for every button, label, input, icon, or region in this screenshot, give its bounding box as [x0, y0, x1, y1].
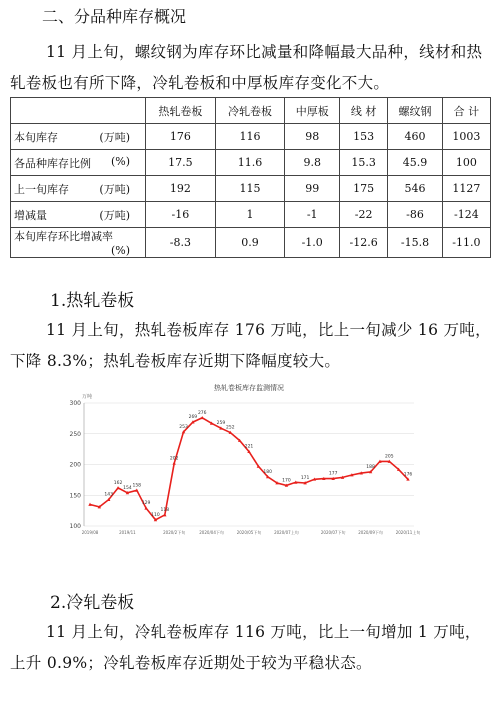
table-cell: 115	[215, 176, 285, 202]
data-label: 158	[132, 483, 142, 489]
chart-title: 热轧卷板库存监测情况	[214, 384, 284, 392]
table-cell: 192	[146, 176, 216, 202]
table-cell: 45.9	[388, 150, 443, 176]
data-label: 205	[384, 454, 394, 460]
x-tick-label: 2020/09下旬	[358, 530, 383, 535]
data-label: 177	[328, 471, 338, 477]
inventory-line-chart	[62, 378, 432, 538]
table-row	[11, 150, 491, 176]
table-cell: 1	[215, 202, 285, 228]
table-cell: -11.0	[442, 228, 490, 258]
table-header-row	[11, 98, 491, 124]
section-heading: 二、分品种库存概况	[42, 7, 187, 26]
data-label: 176	[403, 472, 413, 478]
section2-title: 2.冷轧卷板	[50, 593, 135, 613]
table-cell: 98	[285, 124, 340, 150]
y-tick-label: 100	[69, 523, 81, 530]
y-tick-label: 250	[69, 430, 81, 438]
row-label: 增减量 (万吨)	[11, 202, 146, 228]
table-cell: -16	[146, 202, 216, 228]
table-cell: 176	[146, 124, 216, 150]
table-cell: 460	[388, 124, 443, 150]
table-cell: 153	[340, 124, 388, 150]
x-tick-label: 2020/11上旬	[395, 530, 421, 535]
table-cell: -124	[442, 202, 490, 228]
data-label: 188	[366, 464, 375, 470]
table-cell: 15.3	[340, 150, 388, 176]
table-header-cell: 热轧卷板	[146, 98, 216, 124]
series-line	[90, 418, 408, 520]
table-cell: 1127	[442, 176, 490, 202]
table-cell: -12.6	[340, 228, 388, 258]
table-header-cell: 中厚板	[285, 98, 340, 124]
section2-paragraph	[10, 617, 496, 679]
row-label: 本旬库存 (万吨)	[11, 124, 146, 150]
table-row	[11, 176, 491, 202]
data-label: 129	[141, 501, 151, 507]
data-label: 171	[300, 475, 310, 481]
section1-paragraph	[10, 315, 496, 377]
row-label: 本旬库存环比增减率 (%)	[11, 228, 146, 258]
table-cell: 11.6	[215, 150, 285, 176]
table-header-cell: 冷轧卷板	[215, 98, 285, 124]
table-row	[11, 202, 491, 228]
y-axis-label: 万吨	[82, 394, 93, 400]
table-cell: -86	[388, 202, 443, 228]
table-cell: -1.0	[285, 228, 340, 258]
table-header-cell	[11, 98, 146, 124]
x-tick-label: 2020/07上旬	[274, 530, 299, 535]
table-cell: 0.9	[215, 228, 285, 258]
row-label: 各品种库存比例 (%)	[11, 150, 146, 176]
table-cell: 175	[340, 176, 388, 202]
data-label: 180	[263, 469, 273, 475]
table-cell: 546	[388, 176, 443, 202]
y-tick-label: 300	[69, 400, 81, 407]
table-cell: -22	[340, 202, 388, 228]
data-label: 253	[179, 424, 188, 430]
data-label: 202	[169, 456, 179, 462]
x-tick-label: 2020/07下旬	[320, 530, 346, 535]
x-tick-label: 2019/11	[119, 530, 136, 535]
x-tick-label: 2019/08	[81, 530, 99, 535]
data-label: 118	[160, 507, 170, 513]
data-label: 154	[123, 485, 132, 491]
section2-text: 11 月上旬，冷轧卷板库存 116 万吨，比上一旬增加 1 万吨，上升 0.9%；冷轧卷板库存近期处于较为平稳状态。	[10, 623, 481, 672]
table-cell: -15.8	[388, 228, 443, 258]
table-row	[11, 228, 491, 258]
y-tick-label: 200	[69, 461, 81, 469]
data-label: 276	[197, 410, 207, 416]
section1-text: 11 月上旬，热轧卷板库存 176 万吨，比上一旬减少 16 万吨，下降 8.3%；热轧卷板库存近期下降幅度较大。	[10, 321, 491, 370]
table-cell: -8.3	[146, 228, 216, 258]
table-header-cell: 线 材	[340, 98, 388, 124]
table-cell: 17.5	[146, 150, 216, 176]
x-tick-label: 2020/2下旬	[163, 530, 186, 535]
row-label: 上一旬库存 (万吨)	[11, 176, 146, 202]
table-cell: 1003	[442, 124, 490, 150]
section1-title: 1.热轧卷板	[50, 291, 135, 311]
intro-paragraph	[10, 37, 496, 99]
inventory-table	[10, 97, 491, 258]
data-label: 162	[113, 480, 123, 486]
table-header-cell: 螺纹钢	[388, 98, 443, 124]
data-label: 143	[104, 492, 114, 498]
table-cell: 116	[215, 124, 285, 150]
x-tick-label: 2020/05下旬	[236, 530, 262, 535]
table-cell: 100	[442, 150, 490, 176]
data-label: 269	[188, 415, 198, 421]
y-tick-label: 150	[69, 492, 81, 500]
table-header-cell: 合 计	[442, 98, 490, 124]
table-cell: 99	[285, 176, 340, 202]
table-cell: -1	[285, 202, 340, 228]
chart-svg	[62, 378, 432, 538]
x-tick-label: 2020/04下旬	[199, 530, 224, 535]
intro-text: 11 月上旬，螺纹钢为库存环比减量和降幅最大品种，线材和热轧卷板也有所下降，冷轧卷板和中厚板库存变化不大。	[10, 43, 483, 92]
table-cell: 9.8	[285, 150, 340, 176]
data-label: 170	[282, 478, 291, 484]
data-label: 110	[151, 512, 160, 518]
data-label: 252	[225, 425, 235, 431]
data-label: 221	[244, 444, 254, 450]
data-label: 259	[216, 421, 226, 427]
table-row	[11, 124, 491, 150]
